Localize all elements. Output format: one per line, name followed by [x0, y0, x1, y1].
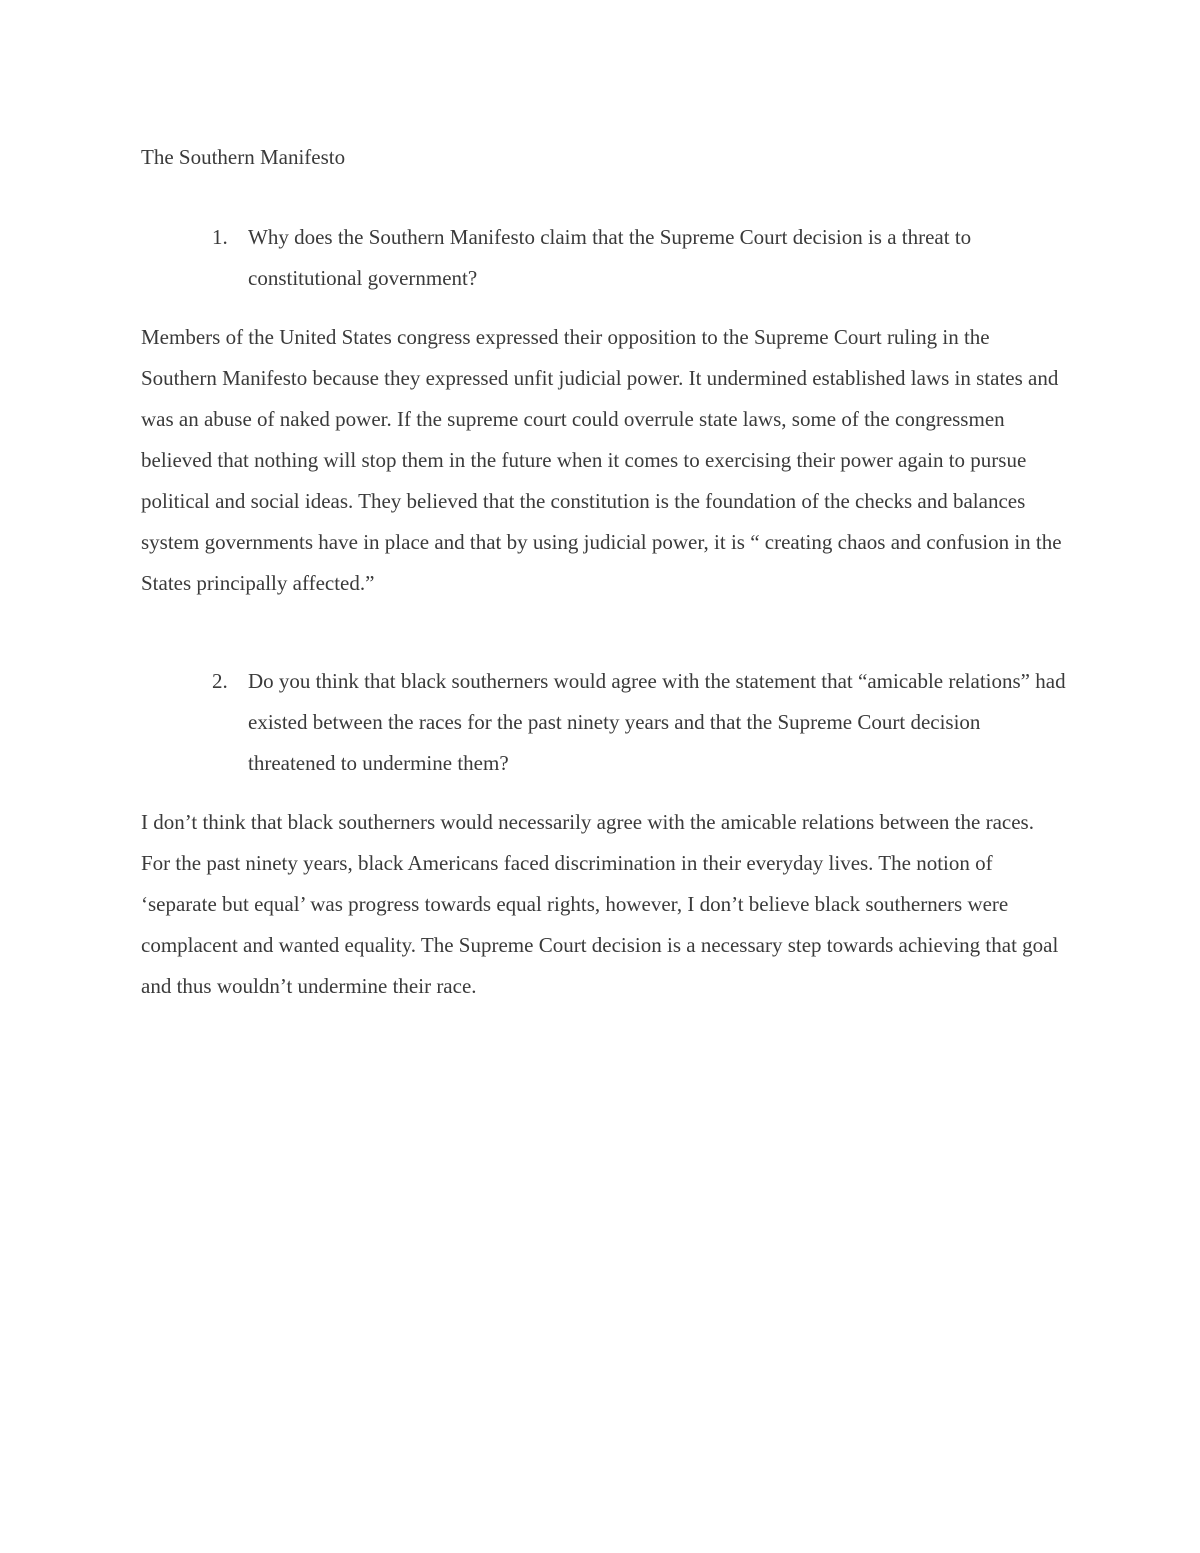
- question-1: [141, 217, 1071, 299]
- question-2: [141, 661, 1071, 784]
- question-text: Why does the Southern Manifesto claim that the Supreme Court decision is a threat to constitutional government?: [248, 225, 972, 290]
- question-number: 1.: [212, 225, 228, 249]
- document-title: The Southern Manifesto: [141, 145, 346, 169]
- question-text: Do you think that black southerners would agree with the statement that “amicable relations” had existed between the races for the past ninety years and that the Supreme Court decision threatened to undermine them?: [248, 669, 1066, 775]
- answer-2: I don’t think that black southerners would necessarily agree with the amicable relations between the races. For the past ninety years, black Americans faced discrimination in their everyday lives. The notion of ‘separate but equal’ was progress towards equal rights, however, I don’t believe black southerners were complacent and wanted equality. The Supreme Court decision is a necessary step towards achieving that goal and thus wouldn’t undermine their race.: [141, 810, 1059, 998]
- answer-1: Members of the United States congress expressed their opposition to the Supreme Court ruling in the Southern Manifesto because they expressed unfit judicial power. It undermined established laws in states and was an abuse of naked power. If the supreme court could overrule state laws, some of the congressmen believed that nothing will stop them in the future when it comes to exercising their power again to pursue political and social ideas. They believed that the constitution is the foundation of the checks and balances system governments have in place and that by using judicial power, it is “ creating chaos and confusion in the States principally affected.”: [141, 325, 1062, 595]
- question-number: 2.: [212, 669, 228, 693]
